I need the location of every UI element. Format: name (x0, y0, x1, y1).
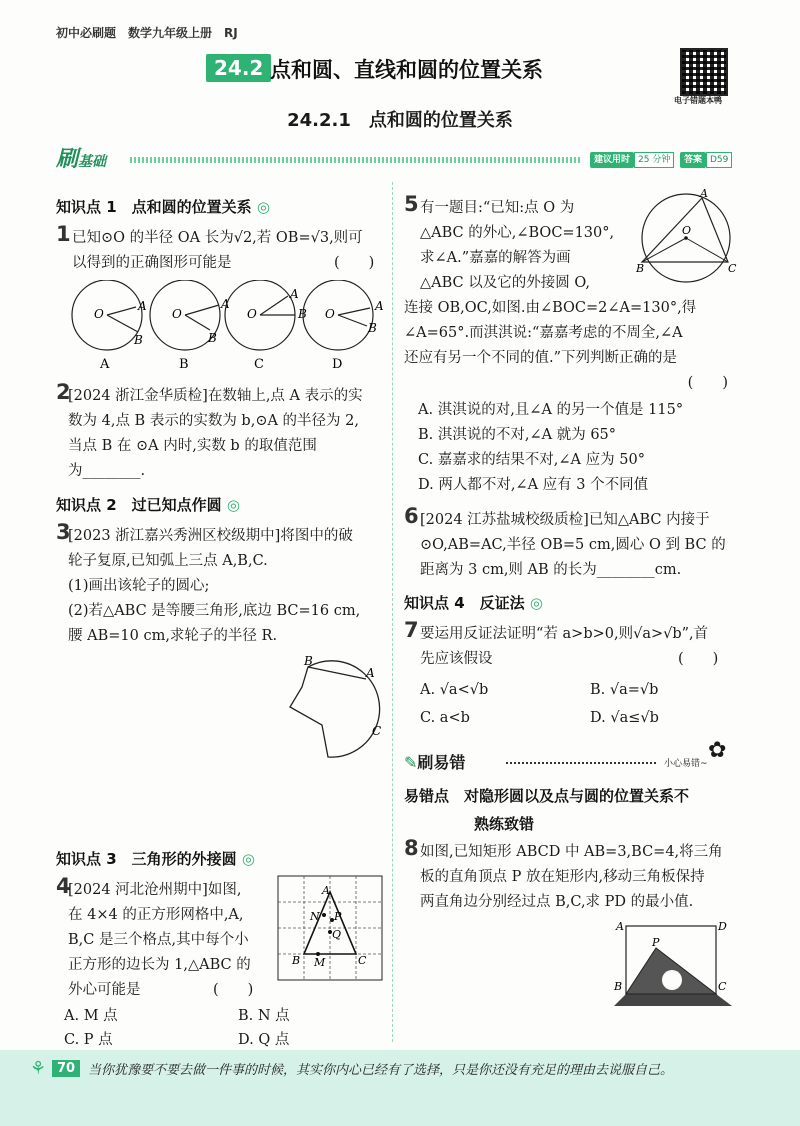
q7-number: 7 (404, 618, 419, 642)
q4-option-d[interactable]: D. Q 点 (238, 1032, 290, 1048)
svg-text:Q: Q (332, 928, 342, 941)
q8-rectangle-figure (612, 918, 738, 1014)
svg-text:B: B (304, 655, 313, 668)
q7-option-a[interactable]: A. √a<√b (420, 682, 489, 698)
q7-answer-paren: ( ) (678, 651, 719, 667)
answer-label: 答案 (680, 152, 706, 168)
q4-grid-figure (274, 872, 386, 984)
knowledge-point-1: 知识点 1 点和圆的位置关系 ◎ (56, 198, 270, 216)
band-divider (130, 157, 580, 163)
svg-text:B: B (298, 307, 307, 321)
q3-number: 3 (56, 520, 71, 544)
mistakes-note: 小心易错~ (664, 759, 708, 769)
q1-figure-a (72, 280, 147, 350)
knowledge-point-4: 知识点 4 反证法 ◎ (404, 594, 543, 612)
q5-text-cont: 连接 OB,OC,如图.由∠BOC=2∠A=130°,得 ∠A=65°.而淇淇说:“嘉嘉考虑的不周全,∠A 还应有另一个不同的值.”下列判断正确的是 ( ) (404, 296, 740, 396)
q8-text: 如图,已知矩形 ABCD 中 AB=3,BC=4,将三角 板的直角顶点 P 放在矩形内,移动三角板保持 两直角边分别经过点 B,C,求 PD 的最小值. (420, 844, 723, 910)
q7-option-d[interactable]: D. √a≤√b (590, 710, 659, 726)
time-label: 建议用时 (590, 152, 634, 168)
section-number: 24.2 (206, 54, 271, 82)
q1-option-c: C (254, 357, 264, 372)
svg-text:O: O (172, 307, 182, 321)
q5-option-d[interactable]: D. 两人都不对,∠A 应有 3 个不同值 (418, 477, 649, 493)
target-icon: ◎ (241, 850, 255, 868)
svg-text:P: P (334, 910, 342, 923)
q7-option-b[interactable]: B. √a=√b (590, 682, 659, 698)
q5-option-b[interactable]: B. 淇淇说的不对,∠A 就为 65° (418, 427, 617, 443)
qr-caption: 电子错题本鸭 (674, 96, 722, 105)
q3-broken-wheel-figure (280, 655, 390, 765)
qr-code-icon[interactable] (680, 48, 728, 96)
svg-text:A: A (700, 188, 708, 200)
label-B: B (134, 333, 143, 347)
q4-number: 4 (56, 874, 71, 898)
q6-number: 6 (404, 504, 419, 528)
q5-options (418, 398, 738, 498)
svg-text:D: D (718, 920, 727, 933)
page-number: 70 (52, 1060, 80, 1077)
q1-option-a: A (100, 357, 110, 372)
time-value: 25 分钟 (634, 152, 674, 168)
target-icon: ◎ (256, 198, 270, 216)
svg-text:B: B (208, 331, 217, 345)
q2-text: [2024 浙江金华质检]在数轴上,点 A 表示的实 数为 4,点 B 表示的实数为 b,⊙A 的半径为 2, 当点 B 在 ⊙A 内时,实数 b 的取值范围 为________. (68, 388, 363, 479)
svg-text:C: C (728, 262, 737, 275)
footer-quote: 当你犹豫要不要去做一件事的时候，其实你内心已经有了选择，只是你还没有充足的理由去说服自己。 (88, 1063, 674, 1078)
q1-figures (62, 280, 392, 375)
q8-number: 8 (404, 836, 419, 860)
q1-answer-paren: ( ) (334, 255, 375, 271)
q5-text: 有一题目:“已知:点 O 为 △ABC 的外心,∠BOC=130°, 求∠A.”嘉嘉的解答为画 △ABC 以及它的外接圆 O, (420, 200, 615, 291)
svg-text:M: M (314, 956, 326, 969)
series-header: 初中必刷题 数学九年级上册 RJ (56, 26, 238, 40)
q1-figure-b (150, 280, 230, 350)
svg-text:C: C (718, 980, 727, 993)
target-icon: ◎ (226, 496, 240, 514)
svg-text:A: A (290, 287, 299, 301)
svg-text:O: O (682, 224, 692, 237)
q3-text: [2023 浙江嘉兴秀洲区校级期中]将图中的破 轮子复原,已知弧上三点 A,B,C. (1)画出该轮子的圆心; (2)若△ABC 是等腰三角形,底边 BC=16 cm, 腰 AB=10 cm,求轮子的半径 R. (68, 528, 361, 644)
q4-option-c[interactable]: C. P 点 (64, 1032, 113, 1048)
svg-text:A: A (616, 920, 624, 933)
q1-number: 1 (56, 222, 71, 246)
mascot-icon: ✿ (708, 738, 727, 763)
q5-option-a[interactable]: A. 淇淇说的对,且∠A 的另一个值是 115° (418, 402, 684, 418)
q4-answer-paren: ( ) (213, 982, 254, 998)
q1-option-b: B (179, 357, 189, 372)
q7-text: 要运用反证法证明“若 a>b>0,则√a>√b”,首 先应该假设 ( ) (420, 622, 740, 672)
svg-text:N: N (310, 910, 320, 923)
svg-text:C: C (372, 724, 382, 738)
subsection-title: 24.2.1 点和圆的位置关系 (287, 110, 513, 131)
q5-circumcircle-figure (636, 188, 740, 292)
svg-text:B: B (292, 954, 301, 967)
q7-option-c[interactable]: C. a<b (420, 710, 470, 726)
target-icon: ◎ (529, 594, 543, 612)
svg-text:A: A (375, 299, 384, 313)
svg-text:A: A (221, 297, 230, 311)
q5-answer-paren: ( ) (687, 375, 728, 391)
mistakes-divider (506, 762, 656, 764)
section-title: 点和圆、直线和圆的位置关系 (270, 58, 543, 82)
sprout-icon: ⚘ (30, 1058, 47, 1079)
svg-text:B: B (368, 321, 377, 335)
q1-figure-d (303, 280, 384, 350)
column-divider (392, 182, 393, 1042)
knowledge-point-3: 知识点 3 三角形的外接圆 ◎ (56, 850, 255, 868)
svg-text:C: C (358, 954, 367, 967)
svg-text:O: O (325, 307, 335, 321)
q2-number: 2 (56, 380, 71, 404)
q4-text: [2024 河北沧州期中]如图, 在 4×4 的正方形网格中,A, B,C 是三个格点,其中每个小 正方形的边长为 1,△ABC 的 外心可能是 ( ) (68, 878, 278, 1003)
svg-text:B: B (636, 262, 645, 275)
svg-text:B: B (614, 980, 623, 993)
label-A: A (138, 299, 147, 313)
q5-option-c[interactable]: C. 嘉嘉求的结果不对,∠A 应为 50° (418, 452, 645, 468)
q4-option-a[interactable]: A. M 点 (64, 1008, 118, 1024)
common-mistakes-heading: ✎刷易错 (404, 753, 466, 772)
q1-option-d: D (332, 357, 343, 372)
q6-text: [2024 江苏盐城校级质检]已知△ABC 内接于 ⊙O,AB=AC,半径 OB=5 cm,圆心 O 到 BC 的 距离为 3 cm,则 AB 的长为________cm. (420, 512, 726, 578)
answer-page: D59 (706, 152, 732, 168)
q4-option-b[interactable]: B. N 点 (238, 1008, 290, 1024)
q1-figure-c (225, 280, 307, 350)
svg-text:A: A (366, 666, 375, 680)
pencil-icon: ✎ (404, 753, 418, 772)
q1-text: 已知⊙O 的半径 OA 长为√2,若 OB=√3,则可 以得到的正确图形可能是 ( ) (72, 226, 388, 276)
label-O: O (94, 307, 104, 321)
band-logo: 刷基础 (56, 147, 107, 172)
svg-text:P: P (652, 936, 660, 949)
knowledge-point-2: 知识点 2 过已知点作圆 ◎ (56, 496, 240, 514)
svg-text:A: A (322, 884, 330, 897)
svg-text:O: O (247, 307, 257, 321)
q5-number: 5 (404, 192, 419, 216)
error-point: 易错点 对隐形圆以及点与圆的位置关系不 熟练致错 (404, 787, 690, 833)
